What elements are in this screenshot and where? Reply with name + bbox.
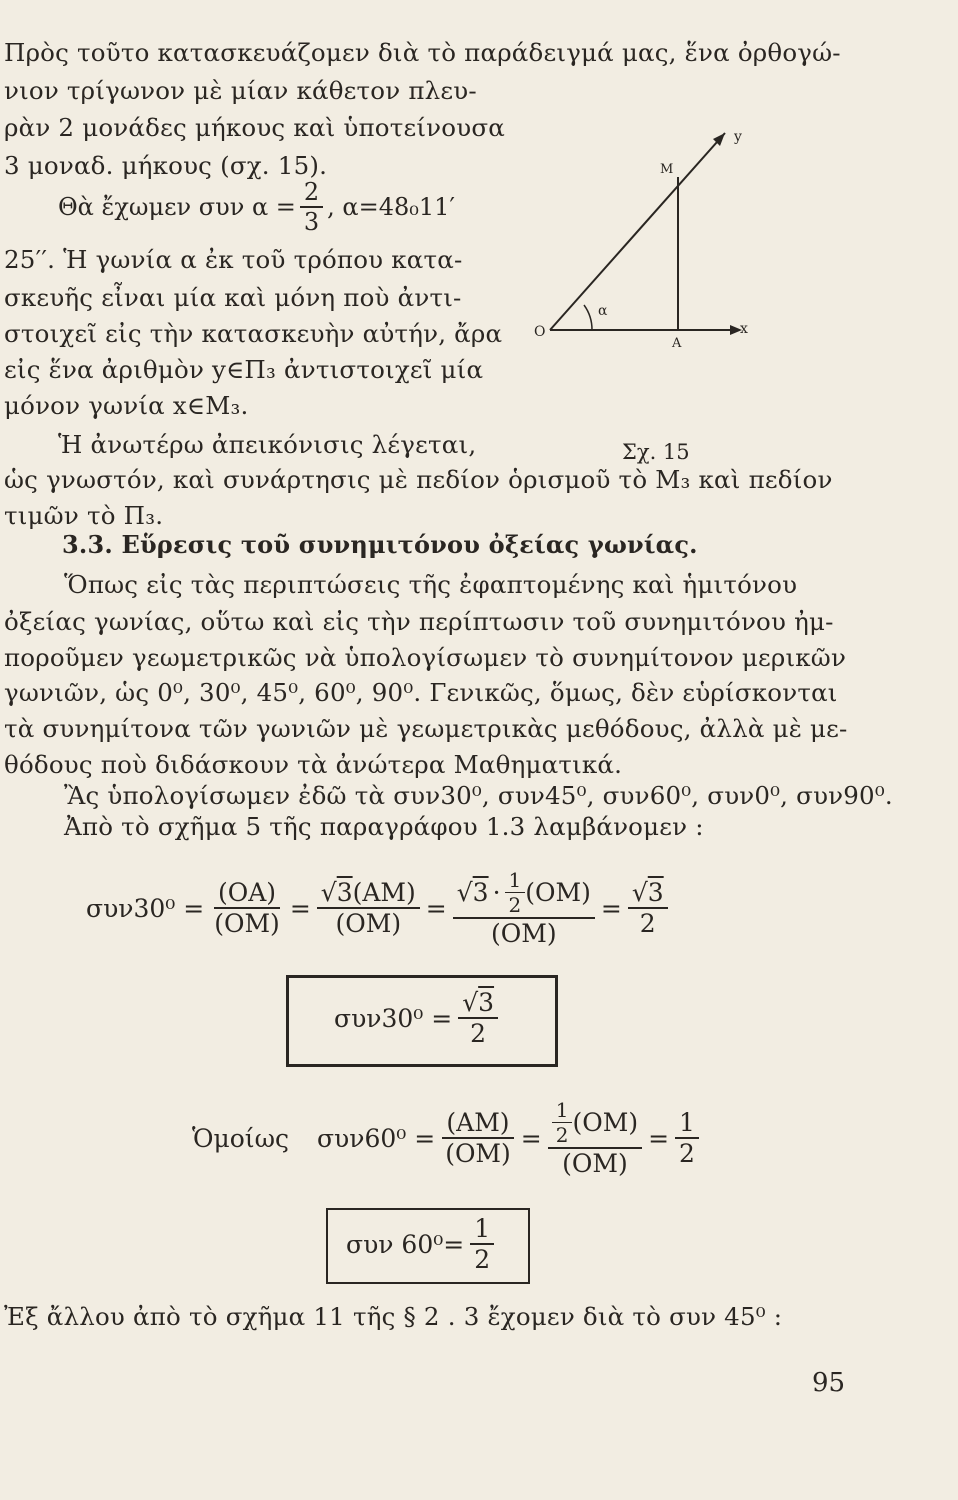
- fraction: [548, 1098, 642, 1178]
- text-line: τὰ συνημίτονα τῶν γωνιῶν μὲ γεωμετρικὰς μεθόδους, ἀλλὰ μὲ με-: [4, 714, 848, 743]
- text-line: ὡς γνωστόν, καὶ συνάρτησις μὲ πεδίον ὁρισμοῦ τὸ M₃ καὶ πεδίον: [4, 465, 833, 494]
- text-line: θόδους ποὺ διδάσκουν τὰ ἀνώτερα Μαθηματικά.: [4, 750, 623, 779]
- text-line: ποροῦμεν γεωμετρικῶς νὰ ὑπολογίσωμεν τὸ συνημίτονον μερικῶν: [4, 643, 847, 672]
- label-y: y: [734, 129, 742, 145]
- denominator: 2: [679, 1139, 695, 1168]
- fraction: [441, 1108, 515, 1168]
- text-line: Πρὸς τοῦτο κατασκευάζομεν διὰ τὸ παράδειγμά μας, ἕνα ὀρθογώ-: [4, 38, 841, 67]
- text-line: Ὅπως εἰς τὰς περιπτώσεις τῆς ἐφαπτομένης καὶ ἡμιτόνου: [64, 570, 798, 599]
- eq-lhs: συν30⁰ =: [334, 1003, 453, 1033]
- eq-prefix: Θὰ ἔχωμεν συν α =: [58, 193, 296, 221]
- radicand: 3: [336, 878, 353, 907]
- text-line: Ἀπὸ τὸ σχῆμα 5 τῆς παραγράφου 1.3 λαμβάνομεν :: [64, 812, 704, 841]
- text-line: 3 μοναδ. μήκους (σχ. 15).: [4, 151, 328, 180]
- denominator: (OM): [562, 1149, 628, 1178]
- eq-lhs: συν30⁰ =: [86, 893, 205, 923]
- eq-lhs: συν60⁰ =: [316, 1123, 436, 1153]
- hypotenuse-line: [550, 133, 725, 330]
- denominator: 3: [303, 208, 320, 236]
- denominator: 2: [474, 1245, 491, 1274]
- text-line: στοιχεῖ εἰς τὴν κατασκευὴν αὐτήν, ἄρα: [4, 319, 503, 348]
- numerator: 1: [505, 868, 526, 893]
- text-line: εἰς ἕνα ἀριθμὸν y∈Π₃ ἀντιστοιχεῖ μία: [4, 355, 484, 384]
- label-m: M: [660, 162, 674, 177]
- equals-sign: =: [289, 893, 311, 923]
- denominator: (OM): [214, 909, 280, 938]
- fraction-half: [505, 868, 526, 917]
- angle-arc: [584, 305, 592, 330]
- text-line: ρὰν 2 μονάδες μήκους καὶ ὑποτείνουσα: [4, 113, 505, 142]
- text-line: νιον τρίγωνον μὲ μίαν κάθετον πλευ-: [4, 76, 477, 105]
- text-line: Ἂς ὑπολογίσωμεν ἐδῶ τὰ συν30⁰, συν45⁰, συν60⁰, συν0⁰, συν90⁰.: [64, 781, 893, 810]
- radicand: 3: [647, 878, 664, 907]
- fraction: [317, 878, 420, 938]
- text-line: τιμῶν τὸ Π₃.: [4, 501, 164, 530]
- numerator: √3: [458, 988, 498, 1019]
- numerator: 1: [552, 1098, 573, 1123]
- equals-sign: =: [648, 1123, 670, 1153]
- denominator: (OM): [491, 919, 557, 948]
- numerator: [548, 1098, 642, 1149]
- radicand: 3: [478, 988, 495, 1017]
- eq-suffix: , α=48₀11′: [327, 193, 455, 221]
- numerator: 1: [470, 1214, 494, 1245]
- numerator: √3: [628, 878, 668, 909]
- text-line: ὀξείας γωνίας, οὕτω καὶ εἰς τὴν περίπτωσιν τοῦ συνημιτόνου ἠμ-: [4, 607, 834, 636]
- equals-sign: =: [425, 893, 447, 923]
- page-number: 95: [812, 1368, 846, 1398]
- equation-cos30: [86, 868, 668, 948]
- fraction: [300, 178, 323, 236]
- denominator: 2: [508, 893, 522, 917]
- text-line: σκευῆς εἶναι μία καὶ μόνη ποὺ ἀντι-: [4, 283, 462, 312]
- fraction: [210, 878, 284, 938]
- fraction: [628, 878, 668, 938]
- text-line: Ἐξ ἄλλου ἀπὸ τὸ σχῆμα 11 τῆς § 2 . 3 ἔχομεν διὰ τὸ συν 45⁰ :: [4, 1302, 783, 1331]
- denominator: 2: [639, 909, 656, 938]
- numerator: (AM): [442, 1108, 513, 1139]
- numerator: 1: [675, 1108, 699, 1139]
- equals-sign: =: [520, 1123, 542, 1153]
- denominator: 2: [470, 1019, 487, 1048]
- figure-15: [520, 125, 780, 365]
- denominator: (OM): [335, 909, 402, 938]
- radicand: 3: [472, 878, 489, 907]
- fraction: [453, 868, 595, 948]
- numerator: (OA): [214, 878, 280, 909]
- label-x: x: [740, 321, 748, 337]
- boxed-equation-cos60: [346, 1214, 494, 1274]
- label-alpha: α: [598, 303, 608, 319]
- denominator: 2: [555, 1123, 569, 1147]
- numerator: 2: [300, 178, 323, 208]
- eq-lhs: συν 60⁰=: [346, 1229, 465, 1259]
- section-heading: 3.3. Εὕρεσις τοῦ συνημιτόνου ὀξείας γωνίας.: [62, 530, 698, 559]
- equation-cos60: [192, 1098, 699, 1178]
- equation-cos-a: [58, 178, 455, 236]
- numerator: √ 3 · $\frac{1}{2}$ (OM): [453, 868, 595, 919]
- numerator-rest: (AM): [352, 878, 416, 907]
- om-term: (OM): [525, 878, 591, 907]
- boxed-equation-cos30: [334, 988, 498, 1048]
- text-line: μόνον γωνία x∈M₃.: [4, 391, 249, 420]
- fraction: [458, 988, 498, 1048]
- text-line: 25′′. Ἡ γωνία α ἐκ τοῦ τρόπου κατα-: [4, 245, 463, 274]
- text-line: Ἡ ἀνωτέρω ἀπεικόνισις λέγεται,: [58, 430, 477, 459]
- denominator: (OM): [445, 1139, 511, 1168]
- fraction: [470, 1214, 494, 1274]
- text-line: γωνιῶν, ὡς 0⁰, 30⁰, 45⁰, 60⁰, 90⁰. Γενικῶς, ὅμως, δὲν εὑρίσκονται: [4, 678, 838, 707]
- equals-sign: =: [600, 893, 622, 923]
- figure-caption: Σχ. 15: [622, 440, 690, 464]
- numerator: √3(AM): [317, 878, 420, 909]
- eq-intro: Ὁμοίως: [192, 1123, 289, 1153]
- om-term: (OM): [572, 1108, 639, 1137]
- label-o: O: [534, 324, 546, 340]
- fraction: [675, 1108, 699, 1168]
- fraction-half: [552, 1098, 573, 1147]
- label-a: A: [672, 336, 682, 351]
